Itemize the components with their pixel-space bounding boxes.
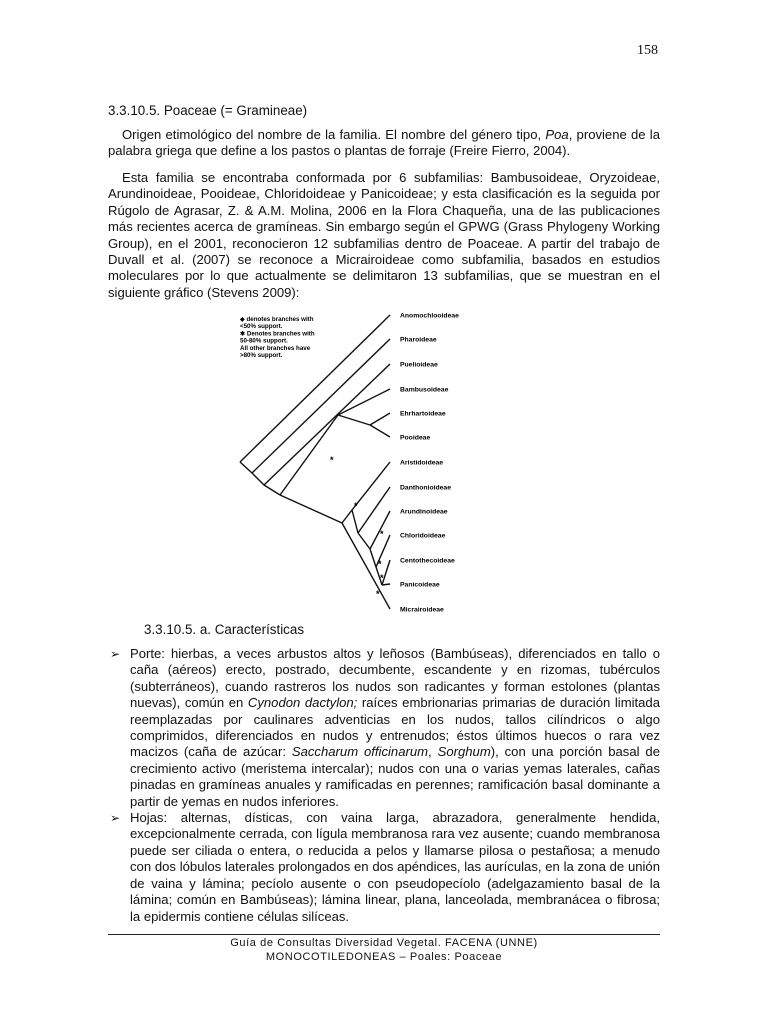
branch-inner bbox=[342, 510, 352, 523]
support-star-mark: * bbox=[380, 573, 384, 583]
para1-genus-poa: Poa bbox=[545, 127, 569, 142]
hojas-text: alternas, dísticas, con vaina larga, abrazadora, generalmente hendida, excepcionalmente cerrada, con lígula membranosa rara vez ausente; cuando membranosa puede ser ciliada o entera, o reducida a pelos y llamarse pilosa o pestañosa; a menudo con dos lóbulos laterales prolongados en dos apéndices, las aurículas, en la zona de unión de vaina y lámina; pecíolo ausente o con pseudopecíolo (adelgazamiento basal de la lámina; común en Bambúseas); lámina linear, plana, lanceolada, membranácea o fibrosa; la epidermis contiene células silíceas. bbox=[130, 810, 660, 924]
branch-ep-stem bbox=[338, 415, 370, 425]
para1-text-1: Origen etimológico del nombre de la familia. El nombre del género tipo, bbox=[122, 127, 546, 142]
characteristics-list bbox=[108, 646, 660, 925]
paragraph-etymology bbox=[108, 127, 660, 160]
branch-bambusoideae bbox=[338, 389, 390, 415]
porte-label: Porte: bbox=[130, 646, 165, 661]
legend-line: ✱ Denotes branches with bbox=[240, 330, 315, 338]
branch-ehrhartoideae bbox=[370, 413, 390, 425]
support-star-mark: * bbox=[330, 455, 334, 465]
phylogenetic-tree bbox=[230, 305, 480, 620]
page-number: 158 bbox=[637, 43, 658, 58]
porte-species-cynodon: Cynodon dactylon; bbox=[247, 695, 358, 711]
porte-text-4: ), con una porción basal de crecimiento activo (meristema intercalar); nudos con una o varias yemas laterales, cañas pinadas en gramíneas anuales y ramificadas en perennes; ramificación basal dominante a partir de yemas en nudos inferiores. bbox=[130, 744, 660, 809]
arrow-bullet-icon: ➢ bbox=[110, 811, 121, 826]
branch-inner bbox=[358, 533, 370, 549]
branch-inner bbox=[352, 510, 358, 533]
legend-line: ◆ denotes branches with bbox=[240, 316, 314, 323]
characteristics-subheading: 3.3.10.5. a. Características bbox=[144, 622, 305, 637]
support-star-mark: * bbox=[354, 501, 358, 511]
paragraph-subfamilies: Esta familia se encontraba conformada por 6 subfamilias: Bambusoideae, Oryzoideae, Arundinoideae, Pooideae, Chloridoideae y Panicoideae; y esta clasificación es la seguida por Rúgolo de Agrasar, Z. & A.M. Molina, 2006 en la Flora Chaqueña, una de las publicaciones más recientes acerca de gramíneas. Sin embargo según el GPWG (Grass Phylogeny Working Group), en el 2001, reconocieron 12 subfamilias dentro de Poaceae. A partir del trabajo de Duvall et al. (2007) se reconoce a Micrairoideae como subfamilia, basados en estudios moleculares por lo que actualmente se delimitaron 13 subfamilias, que se muestran en el siguiente gráfico (Stevens 2009): bbox=[108, 170, 660, 300]
branch-pharoideae bbox=[252, 339, 390, 473]
footer-line-1: Guía de Consultas Diversidad Vegetal. FACENA (UNNE) bbox=[230, 937, 538, 949]
footer-line-2: MONOCOTILEDONEAS – Poales: Poaceae bbox=[265, 951, 503, 963]
list-item-hojas bbox=[108, 810, 660, 925]
taxon-label: Anomochlooideae bbox=[400, 312, 459, 320]
branch-aristidoideae bbox=[352, 462, 390, 510]
support-star-mark: * bbox=[380, 529, 384, 539]
porte-genus-sorghum: Sorghum bbox=[437, 744, 491, 760]
support-star-mark: * bbox=[376, 589, 380, 599]
porte-text-2: raíces embrionarias primarias de duración limitada reemplazadas por caulinares adventicias en los nudos, tallos cilíndricos o algo comprimidos, diferenciados en nudos y entrenudos; éstos últimos huecos o rara vez macizos (caña de azúcar: bbox=[130, 695, 660, 760]
taxon-label: Pooideae bbox=[400, 434, 431, 442]
branch-pooideae bbox=[370, 425, 390, 437]
legend-line: 50-80% support. bbox=[240, 337, 288, 345]
legend-line: All other branches have bbox=[240, 344, 311, 352]
branch-inner bbox=[370, 549, 376, 567]
branch-panicoideae bbox=[382, 584, 390, 585]
branch-danthonioideae bbox=[358, 487, 390, 533]
section-heading: 3.3.10.5. Poaceae (= Gramineae) bbox=[108, 103, 308, 118]
taxon-label: Centothecoideae bbox=[400, 557, 455, 565]
taxon-label: Danthonioideae bbox=[400, 484, 451, 492]
branch-backbone bbox=[252, 473, 264, 485]
para1-text-2: , proviene de la palabra griega que define a los pastos o plantas de forraje (Freire Fierro, 2004). bbox=[108, 127, 660, 159]
tree-legend bbox=[239, 316, 315, 359]
taxon-label: Pharoideae bbox=[400, 336, 437, 344]
taxon-label: Micrairoideae bbox=[400, 606, 444, 614]
tree-branches bbox=[240, 315, 390, 609]
phylogeny-figure bbox=[230, 305, 480, 620]
branch-backbone bbox=[264, 485, 280, 495]
support-star-mark: * bbox=[378, 559, 382, 569]
footer-divider bbox=[108, 934, 660, 935]
taxon-label: Arundinoideae bbox=[400, 508, 448, 516]
legend-line: >80% support. bbox=[240, 352, 283, 359]
taxon-label: Bambusoideae bbox=[400, 386, 449, 394]
porte-text-3: , bbox=[428, 744, 438, 760]
hojas-label: Hojas: bbox=[130, 810, 168, 826]
list-item-porte bbox=[108, 646, 660, 810]
taxon-label: Puelioideae bbox=[400, 361, 438, 369]
taxon-label: Ehrhartoideae bbox=[400, 410, 446, 418]
tree-labels bbox=[400, 313, 459, 614]
taxon-label: Chloridoideae bbox=[400, 532, 446, 540]
branch-pacmad-stem bbox=[280, 495, 342, 523]
porte-species-saccharum: Saccharum officinarum bbox=[291, 744, 429, 760]
taxon-label: Aristidoideae bbox=[400, 459, 444, 467]
arrow-bullet-icon: ➢ bbox=[110, 647, 121, 661]
porte-text-1: hierbas, a veces arbustos altos y leñosos (Bambúseas), diferenciados en tallo o caña (aéreos) erecto, postrado, decumbente, escandente y en rizomas, tubérculos (subterráneos), cuando rastreros los nudos son radicantes y forman estolones (plantas nuevas), común en bbox=[130, 646, 660, 711]
branch-backbone bbox=[240, 462, 252, 473]
taxon-label: Panicoideae bbox=[400, 581, 440, 589]
legend-line: <50% support. bbox=[240, 323, 283, 331]
